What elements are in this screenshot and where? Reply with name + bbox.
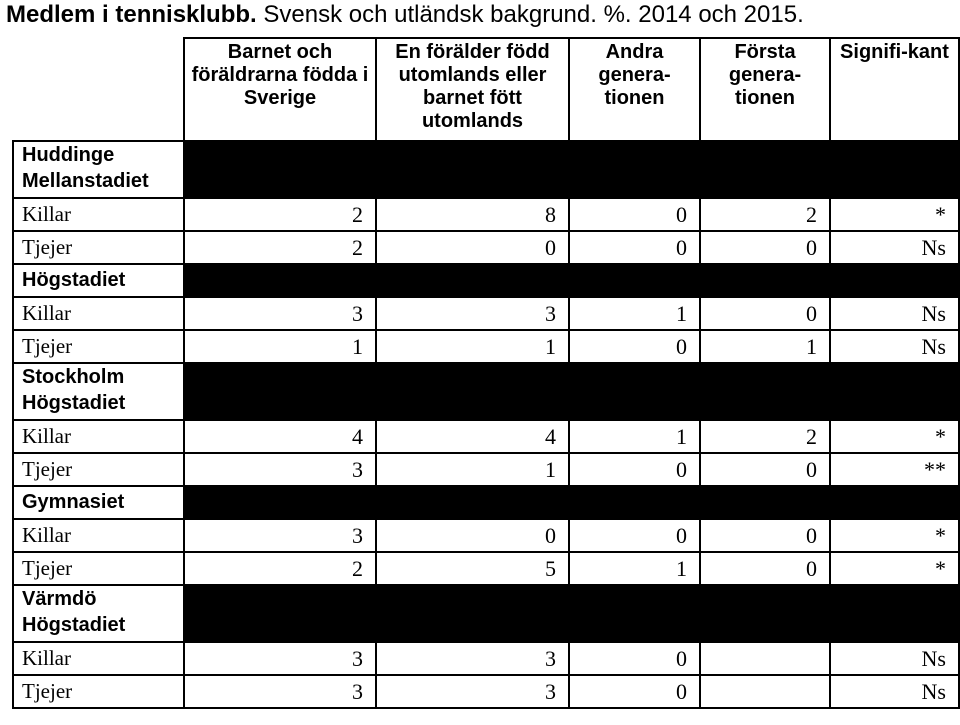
significance-cell: Ns: [830, 231, 959, 264]
table-row: [13, 198, 959, 231]
value-cell: [700, 675, 830, 708]
table-row: [13, 642, 959, 675]
value-cell: 0: [569, 453, 700, 486]
value-cell: 3: [184, 297, 376, 330]
row-label: Tjejer: [13, 231, 184, 264]
value-cell: 0: [700, 519, 830, 552]
value-cell: 0: [376, 231, 569, 264]
table-row: [13, 675, 959, 708]
header-col2: En förälder född utomlands eller barnet fött utomlands: [376, 38, 569, 141]
header-row: [13, 38, 959, 141]
row-label: Killar: [13, 519, 184, 552]
group-label-line: Högstadiet: [22, 614, 126, 636]
group-label-line: Värmdö: [22, 588, 97, 610]
value-cell: 3: [376, 675, 569, 708]
value-cell: 0: [569, 330, 700, 363]
value-cell: 3: [184, 675, 376, 708]
value-cell: 1: [569, 420, 700, 453]
value-cell: 0: [569, 231, 700, 264]
group-label-line: Gymnasiet: [22, 491, 125, 513]
group-label-line: Huddinge: [22, 144, 115, 166]
value-cell: 0: [569, 198, 700, 231]
value-cell: 2: [184, 198, 376, 231]
header-col3: Andra genera-tionen: [569, 38, 700, 141]
significance-cell: Ns: [830, 642, 959, 675]
title-rest: Svensk och utländsk bakgrund. %. 2014 och 2015.: [256, 1, 804, 28]
table-row: [13, 297, 959, 330]
group-label: [13, 585, 184, 642]
group-label: [13, 486, 184, 519]
row-label: Tjejer: [13, 330, 184, 363]
header-col4: Första genera-tionen: [700, 38, 830, 141]
value-cell: 8: [376, 198, 569, 231]
group-row: [13, 264, 959, 297]
value-cell: 3: [184, 519, 376, 552]
table-row: [13, 330, 959, 363]
group-fill: [184, 363, 959, 420]
value-cell: 2: [184, 231, 376, 264]
group-label-line: Stockholm: [22, 366, 125, 388]
value-cell: 2: [184, 552, 376, 585]
header-col1: Barnet och föräldrarna födda i Sverige: [184, 38, 376, 141]
value-cell: 0: [569, 642, 700, 675]
value-cell: 0: [700, 453, 830, 486]
value-cell: 3: [376, 642, 569, 675]
group-fill: [184, 264, 959, 297]
significance-cell: *: [830, 519, 959, 552]
value-cell: 4: [376, 420, 569, 453]
table-row: [13, 231, 959, 264]
header-col5: Signifi-kant: [830, 38, 959, 141]
value-cell: 3: [184, 642, 376, 675]
row-label: Tjejer: [13, 552, 184, 585]
significance-cell: *: [830, 552, 959, 585]
value-cell: 1: [569, 297, 700, 330]
group-label: [13, 363, 184, 420]
value-cell: 1: [376, 453, 569, 486]
value-cell: 3: [376, 297, 569, 330]
value-cell: 4: [184, 420, 376, 453]
table-row: [13, 519, 959, 552]
significance-cell: **: [830, 453, 959, 486]
group-label-line: Högstadiet: [22, 269, 126, 291]
significance-cell: Ns: [830, 330, 959, 363]
value-cell: 1: [376, 330, 569, 363]
row-label: Tjejer: [13, 675, 184, 708]
value-cell: 1: [700, 330, 830, 363]
value-cell: 0: [700, 552, 830, 585]
significance-cell: *: [830, 420, 959, 453]
table-row: [13, 453, 959, 486]
page-title: [6, 0, 804, 30]
value-cell: 1: [569, 552, 700, 585]
group-row: [13, 486, 959, 519]
value-cell: 0: [700, 297, 830, 330]
group-fill: [184, 486, 959, 519]
group-label: [13, 141, 184, 198]
group-row: [13, 141, 959, 198]
value-cell: 0: [569, 519, 700, 552]
title-bold: Medlem i tennisklubb.: [6, 1, 257, 28]
value-cell: 5: [376, 552, 569, 585]
value-cell: 0: [376, 519, 569, 552]
value-cell: 3: [184, 453, 376, 486]
table-body: [13, 141, 959, 708]
group-fill: [184, 141, 959, 198]
group-label-line: Högstadiet: [22, 392, 126, 414]
table-row: [13, 420, 959, 453]
value-cell: 1: [184, 330, 376, 363]
significance-cell: Ns: [830, 297, 959, 330]
value-cell: 0: [569, 675, 700, 708]
group-row: [13, 585, 959, 642]
significance-cell: Ns: [830, 675, 959, 708]
value-cell: 0: [700, 231, 830, 264]
table-row: [13, 552, 959, 585]
value-cell: [700, 642, 830, 675]
value-cell: 2: [700, 198, 830, 231]
significance-cell: *: [830, 198, 959, 231]
row-label: Killar: [13, 297, 184, 330]
group-fill: [184, 585, 959, 642]
row-label: Killar: [13, 642, 184, 675]
group-label: [13, 264, 184, 297]
group-row: [13, 363, 959, 420]
row-label: Killar: [13, 420, 184, 453]
header-corner: [13, 38, 184, 141]
group-label-line: Mellanstadiet: [22, 170, 149, 192]
data-table: [12, 37, 960, 709]
row-label: Tjejer: [13, 453, 184, 486]
value-cell: 2: [700, 420, 830, 453]
row-label: Killar: [13, 198, 184, 231]
